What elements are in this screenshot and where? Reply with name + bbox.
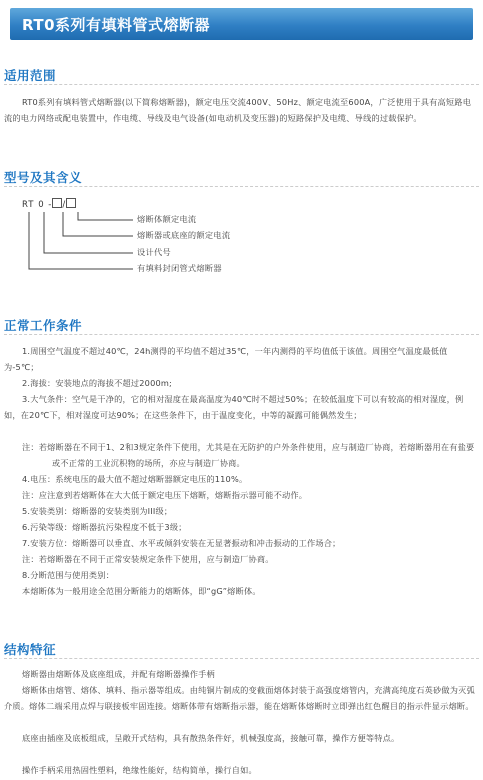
condition-item-7: 7.安装方位：熔断器可以垂直、水平或倾斜安装在无显著振动和冲击振动的工作场合； (22, 538, 341, 548)
section-divider (4, 658, 479, 659)
section-title-conditions: 正常工作条件 (4, 318, 83, 333)
condition-item-3: 3.大气条件：空气是干净的，它的相对湿度在最高温度为40℃时不超过50%；在较低温度下可以有较高的相对湿度，例如，在20℃下，相对湿度可达90%；在这些条件下，由于温度变化，中等的凝露可能偶然发生； (4, 394, 464, 420)
condition-usage-text: 本熔断体为一般用途全范围分断能力的熔断体，即“gG”熔断体。 (22, 586, 261, 596)
section-title-scope: 适用范围 (4, 68, 57, 83)
structure-item-1: 熔断器由熔断体及底座组成，并配有熔断器操作手柄 (22, 669, 215, 679)
page-title: RT0系列有填料管式熔断器 (22, 16, 211, 34)
section-title-model: 型号及其含义 (4, 170, 83, 185)
model-label-4: 有填料封闭管式熔断器 (137, 263, 222, 273)
condition-item-2: 2.海拔：安装地点的海拔不超过2000m; (22, 378, 173, 388)
section-divider (4, 334, 479, 335)
structure-item-4: 操作手柄采用热固性塑料，绝缘性能好，结构简单，操行自如。 (22, 765, 257, 775)
scope-text: RT0系列有填料管式熔断器(以下简称熔断器)，额定电压交流400V、50Hz、额定电流至600A，广泛使用于具有高短路电流的电力网络或配电装置中，作电缆、导线及电气设备(如电动机及变压器)的短路保护及电缆、导线的过载保护。 (4, 97, 472, 123)
model-label-3: 设计代号 (137, 247, 171, 257)
condition-item-6: 6.污染等级：熔断器抗污染程度不低于3级； (22, 522, 187, 532)
structure-item-2: 熔断体由熔管、熔体、填料、指示器等组成。由纯铜片制成的变截面熔体封装于高强度熔管内，充满高纯度石英砂做为灭弧介质。熔体二端采用点焊与联接板牢固连接。熔断体带有熔断指示器，能在熔断体熔断时立即弹出红色醒目的指示件显示熔断。 (4, 685, 475, 711)
model-diagram-lines (0, 0, 483, 300)
condition-item-1: 1.周围空气温度不超过40℃，24h测得的平均值不超过35℃，一年内测得的平均值低于该值。周围空气温度最低值为-5℃； (4, 346, 448, 372)
model-code-mid: 0 - (38, 200, 53, 210)
condition-note-2: 注：应注意到若熔断体在大大低于额定电压下熔断，熔断指示器可能不动作。 (22, 490, 308, 500)
model-code-slash: / (62, 200, 67, 210)
condition-item-5: 5.安装类别：熔断器的安装类别为III级； (22, 506, 173, 516)
condition-item-4: 4.电压：系统电压的最大值不超过熔断器额定电压的110%。 (22, 474, 248, 484)
model-label-1: 熔断体额定电流 (137, 214, 197, 224)
structure-item-3: 底座由插座及底板组成，呈敞开式结构，具有散热条件好，机械强度高，接触可靠，操作方便等特点。 (22, 733, 400, 743)
condition-item-8: 8.分断范围与使用类别： (22, 570, 115, 580)
section-title-structure: 结构特征 (4, 642, 57, 657)
model-label-2: 熔断器或底座的额定电流 (137, 230, 231, 240)
condition-note-1: 注：若熔断器在不同于1、2和3规定条件下使用，尤其是在无防护的户外条件使用，应与制造厂协商，若熔断器用在有盐要或不正常的工业沉积物的场所，亦应与制造厂协商。 (22, 442, 475, 468)
model-code-prefix: RT (22, 200, 35, 210)
condition-note-3: 注：若熔断器在不同于正常安装规定条件下使用，应与制造厂协商。 (22, 554, 274, 564)
